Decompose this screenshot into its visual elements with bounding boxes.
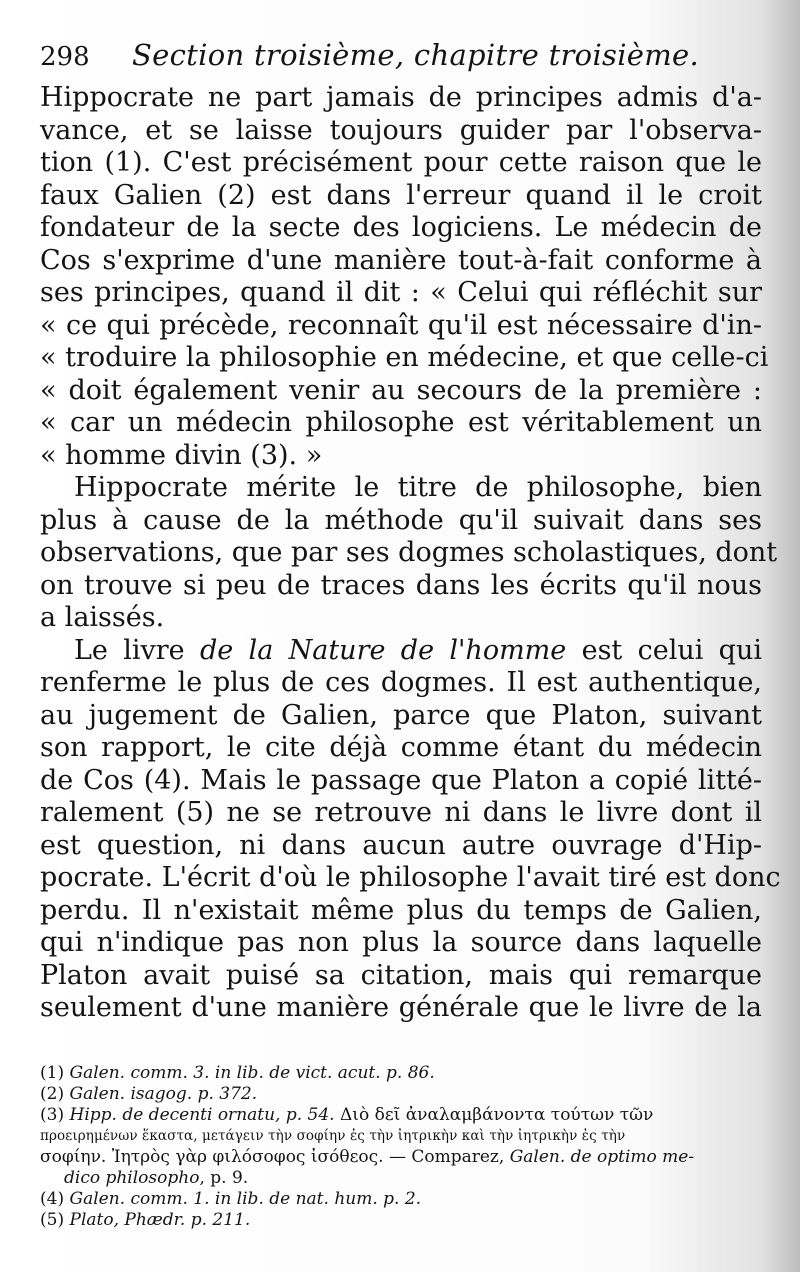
text-line: Hippocrate ne part jamais de principes admis d'a- <box>40 82 762 113</box>
footnote-page: , p. 9. <box>199 1167 249 1188</box>
footnote-3-cont <box>40 1147 762 1168</box>
footnote-3 <box>40 1105 762 1126</box>
text-line: plus à cause de la méthode qu'il suivait dans ses <box>40 504 762 536</box>
footnote-mark: (4) <box>40 1188 65 1209</box>
footnote-text: Plato, Phædr. p. 211. <box>69 1209 251 1230</box>
footnote-text: Galen. isagog. p. 372. <box>69 1083 258 1104</box>
footnote-4 <box>40 1189 762 1210</box>
paragraph-2 <box>40 472 778 635</box>
text-line: faux Galien (2) est dans l'erreur quand il le croit <box>40 179 762 211</box>
paragraph-3 <box>40 634 781 1025</box>
text-fragment: est celui qui <box>566 634 762 666</box>
text-line: son rapport, le cite déjà comme étant du médecin <box>40 732 762 763</box>
footnote-2 <box>40 1084 762 1105</box>
footnote-3-end <box>40 1168 762 1189</box>
text-line: qui n'indique pas non plus la source dans laquelle <box>40 927 762 958</box>
text-line: tion (1). C'est précisément pour cette raison que le <box>40 147 762 178</box>
text-line: Cos s'exprime d'une manière tout-à-fait conforme à <box>40 244 762 276</box>
footnote-1 <box>40 1063 762 1084</box>
text-line: renferme le plus de ces dogmes. Il est authentique, <box>40 667 762 698</box>
text-fragment: Le livre <box>74 634 200 666</box>
text-line: au jugement de Galien, parce que Platon, suivant <box>40 699 762 731</box>
footnote-mark: (5) <box>40 1209 65 1230</box>
text-line: pocrate. L'écrit d'où le philosophe l'avait tiré est donc <box>40 862 781 893</box>
greek-quote: προειρημένων ἕκαστα, μετάγειν τὴν σοφίην ἐς τὴν ἰητρικὴν καὶ τὴν ἰητρικὴν ἐς τὴν <box>40 1127 626 1144</box>
footnotes <box>40 1063 762 1231</box>
text-line: seulement d'une manière générale que le livre de la <box>40 992 762 1023</box>
greek-quote: σοφίην. Ἰητρὸς γὰρ φιλόσοφος ἰσόθεος. — Comparez, <box>40 1146 505 1167</box>
text-line <box>40 635 762 668</box>
footnote-separator <box>40 1025 762 1063</box>
running-head: Section troisième, chapitre troisième. <box>132 38 700 72</box>
text-line: Hippocrate mérite le titre de philosophe, bien <box>74 472 762 503</box>
text-line: Platon avait puisé sa citation, mais qui remarque <box>40 959 762 991</box>
footnote-mark: (3) <box>40 1104 65 1125</box>
footnote-ref: dico philosopho <box>64 1167 200 1188</box>
text-line: on trouve si peu de traces dans les écrits qu'il nous <box>40 569 762 601</box>
text-line: vance, et se laisse toujours guider par l'observa- <box>40 114 762 146</box>
footnote-ref: Galen. de optimo me- <box>509 1146 695 1167</box>
footnote-text: Galen. comm. 3. in lib. de vict. acut. p. 86. <box>69 1062 435 1083</box>
book-title: de la Nature de l'homme <box>199 634 567 666</box>
text-line: « troduire la philosophie en médecine, et que celle-ci <box>40 342 769 373</box>
footnote-text: Galen. comm. 1. in lib. de nat. hum. p. 2. <box>69 1188 422 1209</box>
footnote-mark: (2) <box>40 1083 65 1104</box>
text-line: ses principes, quand il dit : « Celui qui réfléchit sur <box>40 277 762 308</box>
footnote-ref: Hipp. de decenti ornatu, p. 54. <box>69 1104 335 1125</box>
footnote-5 <box>40 1210 762 1231</box>
page-number: 298 <box>40 42 90 72</box>
text-line: « car un médecin philosophe est véritablement un <box>40 407 762 438</box>
text-line: de Cos (4). Mais le passage que Platon a copié litté- <box>40 764 762 796</box>
page-header <box>40 38 762 78</box>
text-line: « ce qui précède, reconnaît qu'il est nécessaire d'in- <box>40 309 762 341</box>
text-line: est question, ni dans aucun autre ouvrage d'Hip- <box>40 829 762 861</box>
footnote-mark: (1) <box>40 1062 65 1083</box>
text-line: « doit également venir au secours de la première : <box>40 374 762 406</box>
greek-quote: Διὸ δεῖ ἀναλαμβάνοντα τούτων τῶν <box>340 1104 654 1125</box>
text-line: perdu. Il n'existait même plus du temps de Galien, <box>40 894 762 926</box>
text-line: ralement (5) ne se retrouve ni dans le livre dont il <box>40 797 762 828</box>
text-line: a laissés. <box>40 602 165 633</box>
text-line: fondateur de la secte des logiciens. Le médecin de <box>40 212 762 243</box>
paragraph-1 <box>40 82 769 472</box>
text-line: « homme divin (3). » <box>40 439 323 471</box>
text-line: observations, que par ses dogmes scholastiques, dont <box>40 537 778 568</box>
